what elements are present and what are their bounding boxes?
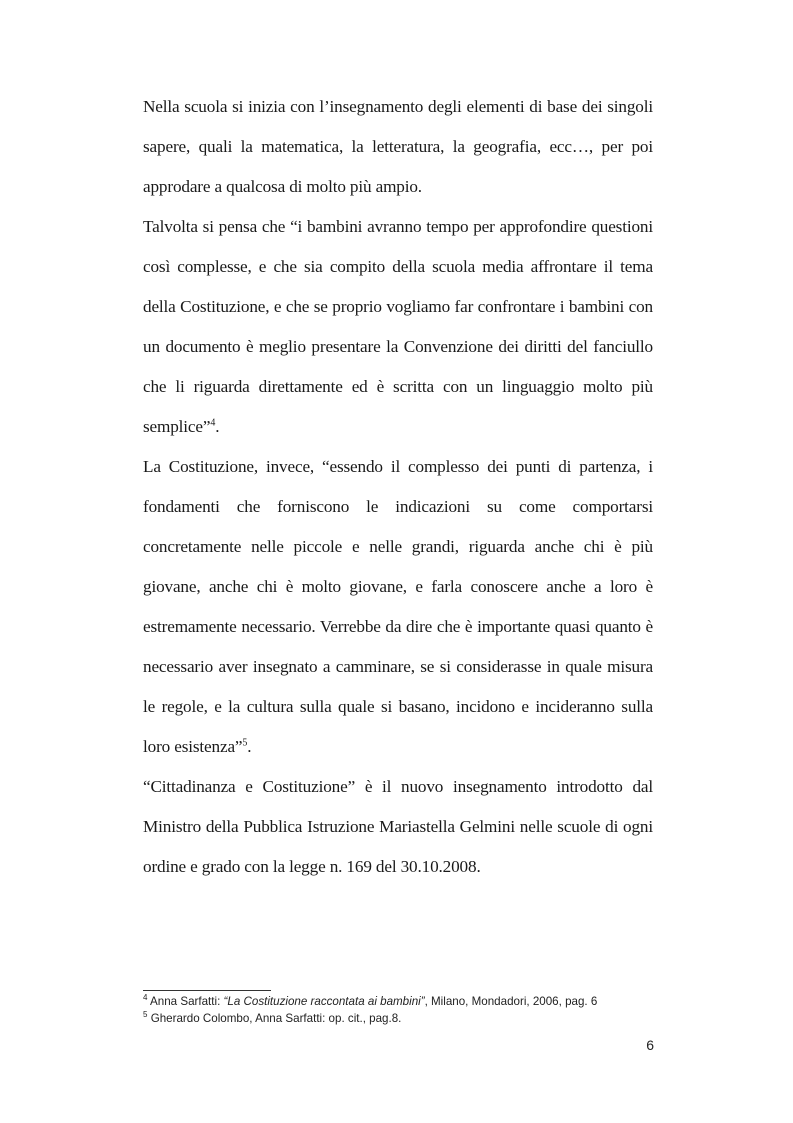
footnote-author: Gherardo Colombo, Anna Sarfatti: op. cit., pag.8.	[150, 1012, 402, 1025]
paragraph-4-text: “Cittadinanza e Costituzione” è il nuovo insegnamento introdotto dal Ministro della Pubblica Istruzione Mariastella Gelmini nelle scuole di ogni ordine e grado con la legge n. 169 del 30.10.2008.	[143, 777, 653, 876]
footnote-ref-4[interactable]: 4	[210, 417, 216, 429]
paragraph-3-text: La Costituzione, invece, “essendo il complesso dei punti di partenza, i fondamenti che forniscono le indicazioni su come comportarsi concretamente nelle piccole e nelle grandi, riguarda anche chi è più giovane, anche chi è molto giovane, e farla conoscere anche a loro è estremamente necessario. Verrebbe da dire che è importante quasi quanto è necessario aver insegnato a camminare, se si considerasse in quale misura le regole, e la cultura sulla quale si basano, incidono e incideranno sulla loro esistenza”	[143, 457, 653, 756]
footnote-ref-5[interactable]: 5	[242, 737, 248, 749]
footnote-author: Anna Sarfatti:	[150, 995, 224, 1008]
footnote-number: 4	[143, 993, 148, 1003]
footnote-4	[143, 993, 663, 1010]
paragraph-3-tail: .	[247, 737, 252, 756]
footnote-title: “La Costituzione raccontata ai bambini”	[223, 995, 425, 1008]
paragraph-2	[143, 207, 653, 447]
footnote-rest: , Milano, Mondadori, 2006, pag. 6	[424, 995, 598, 1008]
footnotes	[143, 993, 663, 1027]
paragraph-1	[143, 87, 653, 207]
paragraph-4	[143, 767, 653, 887]
paragraph-2-tail: .	[215, 417, 220, 436]
paragraph-3	[143, 447, 653, 767]
footnote-5	[143, 1010, 663, 1027]
body-text	[143, 87, 653, 887]
page-number: 6	[646, 1037, 654, 1053]
footnote-separator	[143, 990, 271, 991]
paragraph-2-text: Talvolta si pensa che “i bambini avranno tempo per approfondire questioni così complesse, e che sia compito della scuola media affrontare il tema della Costituzione, e che se proprio vogliamo far confrontare i bambini con un documento è meglio presentare la Convenzione dei diritti del fanciullo che li riguarda direttamente ed è scritta con un linguaggio molto più semplice”	[143, 217, 653, 436]
footnote-number: 5	[143, 1010, 148, 1020]
paragraph-1-text: Nella scuola si inizia con l’insegnamento degli elementi di base dei singoli sapere, quali la matematica, la letteratura, la geografia, ecc…, per poi approdare a qualcosa di molto più ampio.	[143, 97, 653, 196]
